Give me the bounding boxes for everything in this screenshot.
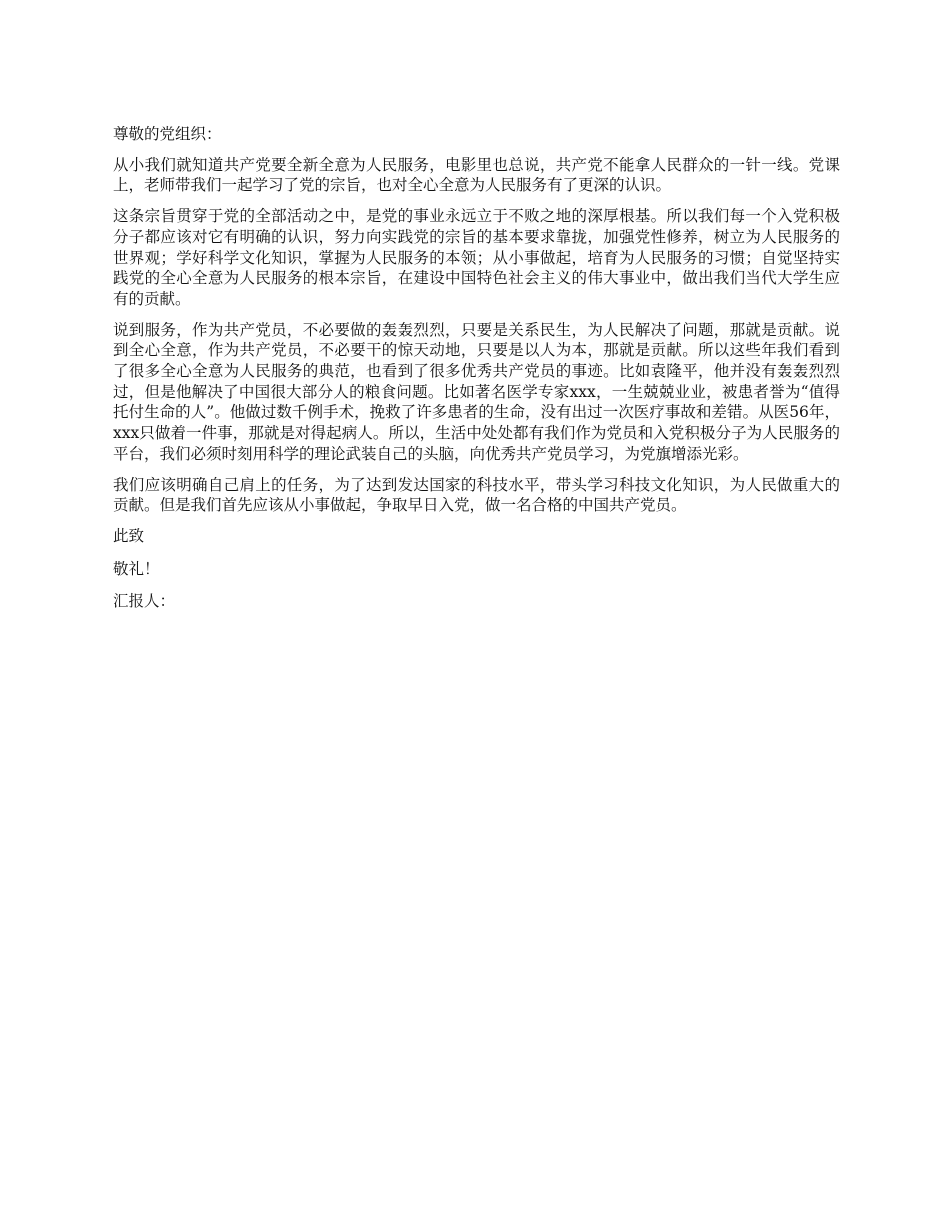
salutation: 尊敬的党组织： bbox=[113, 125, 222, 143]
closing-line-1: 此致 bbox=[113, 526, 145, 545]
paragraph-4: 我们应该明确自己肩上的任务，为了达到发达国家的科技水平，带头学习科技文化知识，为人民做重大的贡献。但是我们首先应该从小事做起，争取早日入党，做一名合格的中国共产党员。 bbox=[113, 475, 840, 515]
document-page bbox=[113, 124, 840, 624]
closing-line-2: 敬礼！ bbox=[113, 559, 160, 578]
paragraph-3: 说到服务，作为共产党员，不必要做的轰轰烈烈，只要是关系民生，为人民解决了问题，那就是贡献。说到全心全意，作为共产党员，不必要干的惊天动地，只要是以人为本，那就是贡献。所以这些年我们看到了很多全心全意为人民服务的典范，也看到了很多优秀共产党员的事迹。比如袁隆平，他并没有轰轰烈烈过，但是他解决了中国很大部分人的粮食问题。比如著名医学专家xxx，一生兢兢业业，被患者誉为“值得托付生命的人”。他做过数千例手术，挽救了许多患者的生命，没有出过一次医疗事故和差错。从医56年，xxx只做着一件事，那就是对得起病人。所以，生活中处处都有我们作为党员和入党积极分子为人民服务的平台，我们必须时刻用科学的理论武装自己的头脑，向优秀共产党员学习，为党旗增添光彩。 bbox=[113, 320, 840, 463]
paragraph-1: 从小我们就知道共产党要全新全意为人民服务，电影里也总说，共产党不能拿人民群众的一针一线。党课上，老师带我们一起学习了党的宗旨，也对全心全意为人民服务有了更深的认识。 bbox=[113, 155, 840, 195]
signature-label: 汇报人： bbox=[113, 592, 176, 611]
paragraph-2: 这条宗旨贯穿于党的全部活动之中，是党的事业永远立于不败之地的深厚根基。所以我们每一个入党积极分子都应该对它有明确的认识，努力向实践党的宗旨的基本要求靠拢，加强党性修养，树立为人民服务的世界观；学好科学文化知识，掌握为人民服务的本领；从小事做起，培育为人民服务的习惯；自觉坚持实践党的全心全意为人民服务的根本宗旨，在建设中国特色社会主义的伟大事业中，做出我们当代大学生应有的贡献。 bbox=[113, 207, 840, 308]
